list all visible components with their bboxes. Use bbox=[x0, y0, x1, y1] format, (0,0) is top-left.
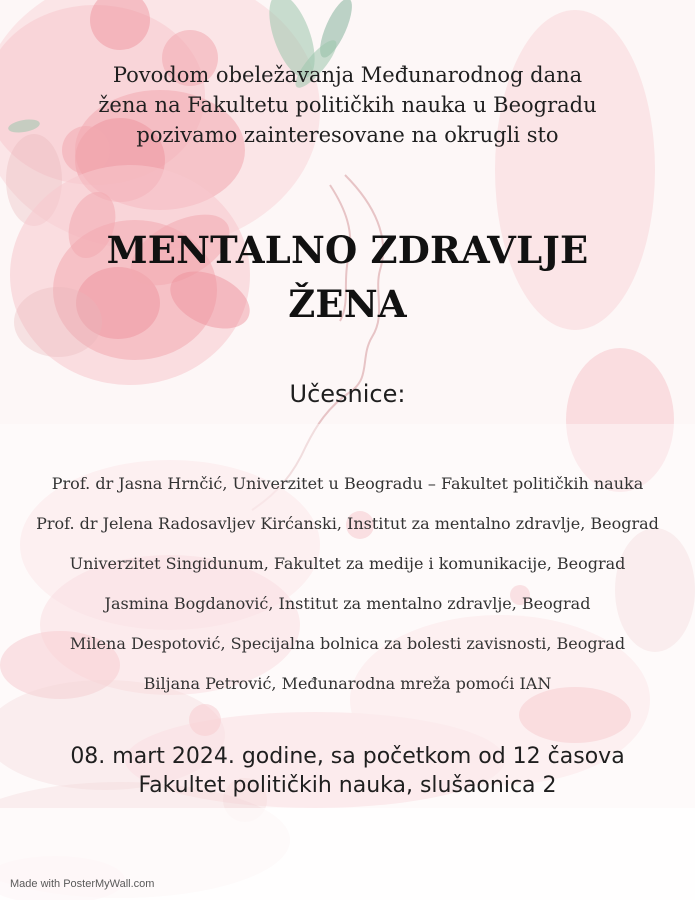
made-with-credit: Made with PosterMyWall.com bbox=[10, 878, 155, 890]
intro-text bbox=[0, 60, 695, 150]
participant-item-2: Prof. dr Jelena Radosavljev Kirćanski, Institut za mentalno zdravlje, Beograd bbox=[36, 514, 659, 533]
title-line-2: ŽENA bbox=[288, 282, 407, 326]
participant-item-3: Univerzitet Singidunum, Fakultet za medije i komunikacije, Beograd bbox=[69, 554, 626, 573]
event-info bbox=[0, 742, 695, 800]
participant-item-6: Biljana Petrović, Međunarodna mreža pomoći IAN bbox=[143, 674, 552, 693]
intro-line-2: žena na Fakultetu političkih nauka u Beogradu bbox=[98, 93, 597, 117]
intro-line-1: Povodom obeležavanja Međunarodnog dana bbox=[112, 63, 583, 87]
participants-label: Učesnice: bbox=[289, 380, 406, 408]
participant-item-1: Prof. dr Jasna Hrnčić, Univerzitet u Beogradu – Fakultet političkih nauka bbox=[51, 474, 644, 493]
participant-item-5: Milena Despotović, Specijalna bolnica za bolesti zavisnosti, Beograd bbox=[69, 634, 626, 653]
event-date: 08. mart 2024. godine, sa početkom od 12 časova bbox=[70, 744, 625, 769]
participant-item-4: Jasmina Bogdanović, Institut za mentalno zdravlje, Beograd bbox=[104, 594, 591, 613]
poster-title bbox=[0, 223, 695, 331]
intro-line-3: pozivamo zainteresovane na okrugli sto bbox=[136, 123, 559, 147]
event-location: Fakultet političkih nauka, slušaonica 2 bbox=[138, 773, 557, 798]
title-line-1: MENTALNO ZDRAVLJE bbox=[106, 228, 589, 272]
participants-list bbox=[0, 469, 695, 709]
